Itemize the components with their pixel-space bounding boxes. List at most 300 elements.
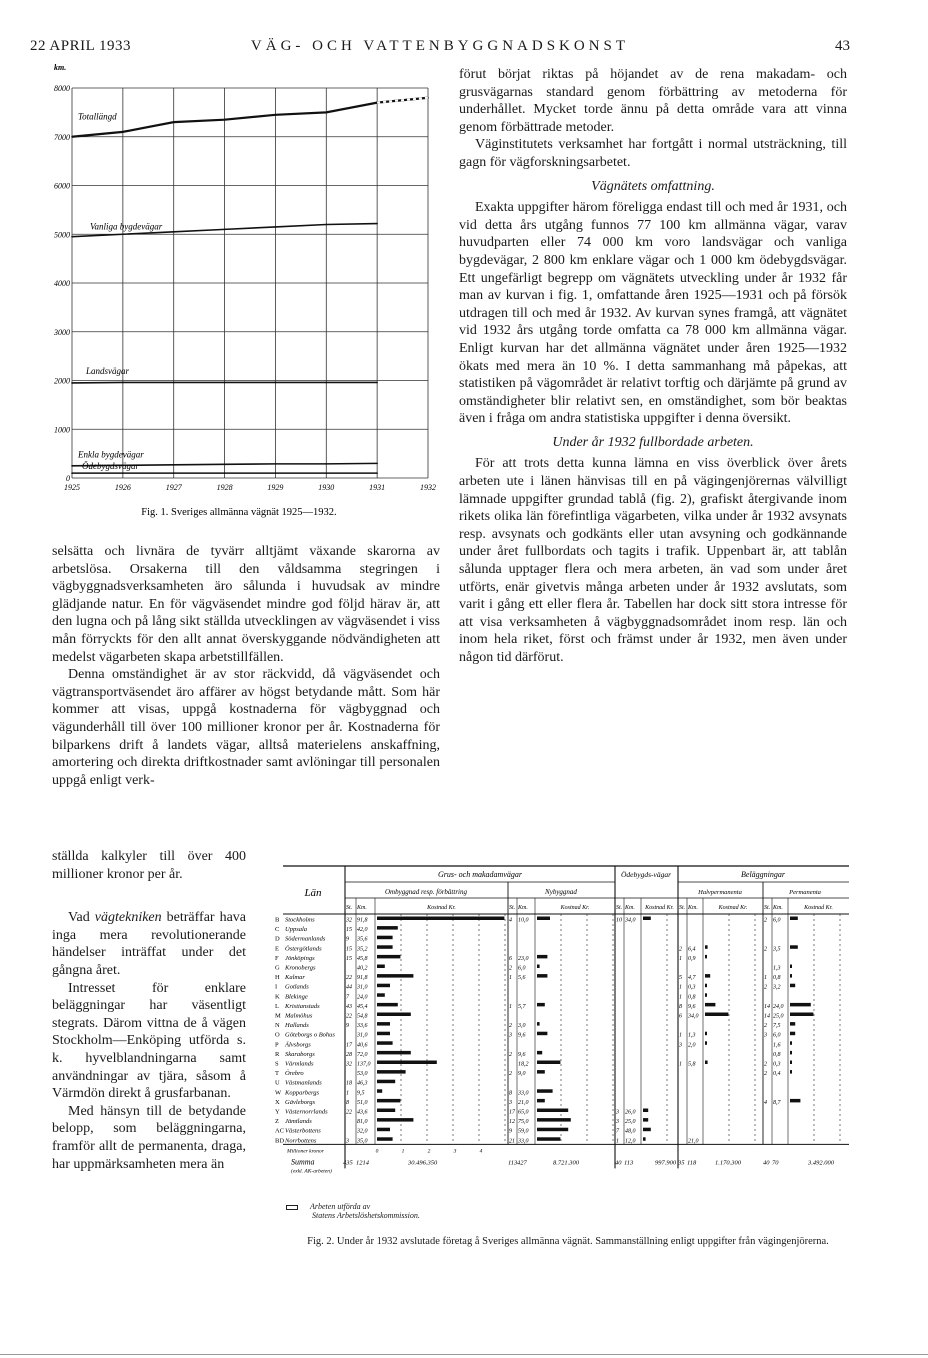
legend-text: Arbeten utförda av — [310, 1202, 371, 1211]
column-header-km: Km. — [518, 905, 528, 911]
paragraph: Väginstitutets verksamhet har fortgått i normal utsträckning, till gagn för vägforskningsarbetet. — [459, 137, 847, 170]
row-st: 28 — [346, 1051, 352, 1058]
y-tick-label: 4000 — [54, 279, 70, 288]
cost-bar — [790, 965, 792, 969]
axis-label-millions: Millioner kronor — [287, 1148, 324, 1155]
cost-bar — [790, 974, 792, 978]
row-km: 25,0 — [773, 1013, 784, 1020]
county-name: Jämtlands — [285, 1118, 312, 1126]
cost-bar — [705, 1061, 708, 1065]
summa-value: 997.900 — [655, 1159, 677, 1167]
row-st: 12 — [509, 1119, 515, 1126]
row-km: 21,0 — [688, 1138, 699, 1145]
county-letter: L — [275, 1002, 279, 1010]
cost-bar — [790, 1041, 792, 1045]
x-tick-label: 1926 — [114, 483, 131, 492]
row-km: 6,0 — [773, 917, 781, 924]
summa-value: 8.721.300 — [553, 1159, 579, 1167]
county-letter: Y — [275, 1108, 280, 1116]
cost-bar — [537, 1003, 545, 1007]
paragraph: Exakta uppgifter härom föreligga endast till och med år 1931, och vid detta års utgång funnos 77 100 km allmänna vägar, varav huvudparten eller 74 000 km voro landsvägar och vanliga bygdevägar, 2 800 km enklare vägar och 1 000 km ödebygdsvägar. Ett ungefärligt begrepp om vägnätets utveckling under år 1932 får man av kurvan i fig. 1, omfattande åren 1925—1931 och på försök utdragen till och med år 1932. Av kurvan synes framgå, att vägnätet vid 1932 års utgång torde omfatta ca 78 000 km allmänna vägar. Enligt kurvan har det allmänna vägnätet under åren 1925—1932 ökats med mera än 10 %. I detta sammanhang må påpekas, att statistiken på vägområdet är relativt torftig och därjämte på grund av omständigheter blir relativt sen, en omständighet, som bör beaktas även i fråga om andra statistiska uppgifter i denna översikt. — [459, 200, 847, 427]
cost-bar — [790, 1003, 811, 1007]
cost-bar — [705, 945, 708, 949]
county-name: Malmöhus — [285, 1012, 313, 1020]
row-st: 3 — [509, 1099, 512, 1106]
data-point — [122, 131, 124, 133]
summa-value: 113 — [508, 1159, 518, 1167]
cost-bar — [537, 1051, 542, 1055]
data-point — [325, 224, 327, 226]
cost-bar — [537, 1099, 545, 1103]
row-km: 137,0 — [357, 1061, 371, 1068]
axis-tick: 3 — [453, 1148, 457, 1155]
row-km: 42,0 — [357, 927, 368, 934]
page-number: 43 — [835, 38, 850, 54]
cost-bar — [377, 1051, 411, 1055]
county-letter: AC — [275, 1127, 285, 1135]
row-km: 40,6 — [357, 1042, 368, 1049]
legend-swatch-icon — [286, 1205, 298, 1210]
axis-tick: 2 — [427, 1148, 431, 1155]
summa-value: 40 — [615, 1159, 622, 1167]
row-km: 35,2 — [357, 946, 368, 953]
row-st: 43 — [346, 1003, 352, 1010]
row-km: 24,0 — [357, 994, 368, 1001]
cost-bar — [705, 1041, 707, 1045]
column-header-km: Km. — [773, 905, 783, 911]
subgroup-header: Nybyggnad — [545, 888, 577, 896]
row-st: 9 — [346, 1023, 349, 1030]
x-tick-label: 1925 — [64, 483, 80, 492]
county-name: Blekinge — [285, 993, 308, 1001]
data-point — [122, 382, 124, 384]
cost-bar — [377, 1013, 411, 1017]
row-km: 40,2 — [357, 965, 368, 972]
cost-bar — [377, 1080, 395, 1084]
paragraph: selsätta och livnära de tyvärr alltjämt växande skarorna av arbetslösa. Orsakerna till den våldsamma stegringen i vägbyggnadsverksamheten äro sålunda i huvudsak av mindre glädjande natur. En för vägväsendet mindre god följd härav är, att den lugna och på lång sikt ställda utvecklingen av vägväsendet i viss mån förryckts för den allt annat överskyggande nödvändigheten att medelst vägarbeten skapa arbetstillfällen. — [52, 544, 440, 665]
row-km: 0,8 — [688, 994, 696, 1001]
cost-bar — [537, 1118, 571, 1122]
county-name: Stockholms — [285, 916, 315, 924]
cost-bar — [790, 1099, 800, 1103]
cost-bar — [643, 1109, 648, 1113]
row-st: 18 — [346, 1080, 352, 1087]
cost-bar — [537, 1022, 540, 1026]
cost-bar — [377, 945, 393, 949]
row-km: 8,7 — [773, 1099, 781, 1106]
row-st: 7 — [616, 1128, 619, 1135]
row-st: 1 — [764, 975, 767, 982]
cost-bar — [377, 1003, 398, 1007]
row-km: 1,3 — [688, 1032, 696, 1039]
summa-value: 70 — [772, 1159, 779, 1167]
right-column — [459, 66, 847, 667]
row-st: 8 — [679, 1003, 682, 1010]
page-header — [30, 38, 850, 60]
county-letter: S — [275, 1060, 279, 1068]
y-tick-label: 5000 — [54, 230, 70, 240]
data-point — [376, 472, 378, 474]
paragraph: Denna omständighet är av stor räckvidd, då vägväsendet och vägtransportväsendet äro affärer av högst betydande mått. Som här kommer att visas, uppgå kostnaderna för vägbyggnad och vägunderhåll till över 100 millioner kronor per år. Kostnaderna för bilparkens drift å landets vägar, alltså materielens anskaffning, amortering och direkta driftkostnader samt avlöningar till personalen uppgå enligt verk- — [52, 667, 440, 788]
extrapolation-dash — [377, 98, 428, 103]
county-letter: BD — [275, 1137, 285, 1145]
column-header-cost: Kostnad Kr. — [427, 905, 456, 911]
series-label: Vanliga bygdevägar — [90, 221, 163, 232]
legend-text: Statens Arbetslöshetskommission. — [312, 1211, 420, 1220]
section-heading: Vägnätets omfattning. — [591, 178, 715, 194]
row-km: 35,6 — [357, 936, 368, 943]
row-st: 2 — [764, 1023, 767, 1030]
row-km: 3,0 — [518, 1023, 526, 1030]
x-tick-label: 1932 — [420, 483, 436, 492]
data-point — [325, 382, 327, 384]
data-point — [224, 119, 226, 121]
cost-bar — [377, 1118, 413, 1122]
row-km: 18,2 — [518, 1061, 529, 1068]
county-letter: B — [275, 916, 280, 924]
row-km: 65,0 — [518, 1109, 529, 1116]
county-name: Älvsborgs — [285, 1041, 311, 1049]
cost-bar — [537, 1032, 547, 1036]
data-point — [376, 382, 378, 384]
data-point — [224, 472, 226, 474]
cost-bar — [790, 1051, 792, 1055]
row-st: 1 — [679, 1061, 682, 1068]
summa-value: 113 — [624, 1159, 634, 1167]
summa-value: 435 — [343, 1159, 353, 1167]
row-st: 1 — [679, 955, 682, 962]
series-label: Enkla bygdevägar — [78, 449, 144, 460]
county-letter: U — [275, 1079, 280, 1087]
row-km: 72,0 — [357, 1051, 368, 1058]
y-tick-label: 7000 — [54, 132, 70, 142]
cost-bar — [705, 984, 707, 988]
figure-1-caption: Fig. 1. Sveriges allmänna vägnät 1925—1932. — [141, 507, 337, 518]
column-header-km: Km. — [357, 905, 367, 911]
row-st: 2 — [509, 965, 512, 972]
data-point — [224, 382, 226, 384]
row-km: 1,6 — [773, 1042, 781, 1049]
cost-bar — [643, 1118, 648, 1122]
row-st: 1 — [509, 975, 512, 982]
cost-bar — [705, 1032, 707, 1036]
row-km: 9,6 — [688, 1003, 696, 1010]
row-km: 21,0 — [518, 1099, 529, 1106]
cost-bar — [705, 1013, 728, 1017]
paragraph: ställda kalkyler till över 400 millioner kronor per år. — [52, 849, 246, 882]
cost-bar — [377, 974, 413, 978]
row-st: 3 — [346, 1138, 349, 1145]
cost-bar — [377, 1137, 393, 1141]
x-tick-label: 1928 — [216, 483, 233, 492]
row-st: 4 — [509, 917, 512, 924]
county-name: Norrbottens — [285, 1137, 317, 1145]
column-header-cost: Kostnad Kr. — [645, 905, 674, 911]
row-st: 2 — [764, 946, 767, 953]
cost-bar — [643, 917, 651, 921]
y-tick-label: 0 — [66, 474, 70, 483]
data-point — [173, 231, 175, 233]
cost-bar — [705, 993, 707, 997]
cost-bar — [537, 1070, 545, 1074]
section-heading: Under år 1932 fullbordade arbeten. — [552, 434, 754, 450]
paragraph: förut börjat riktas på höjandet av de rena makadam- och grusvägarnas standard genom förbättring av metoderna för underhållet. Mycket torde ännu på detta område vara att vinna genom förbättrade metoder. — [459, 67, 847, 135]
row-km: 10,0 — [518, 917, 529, 924]
row-st: 3 — [764, 1032, 767, 1039]
row-st: 3 — [616, 1109, 619, 1116]
data-point — [275, 472, 277, 474]
column-header-cost: Kostnad Kr. — [804, 905, 833, 911]
data-point — [224, 464, 226, 466]
county-name: Göteborgs o Bohus — [285, 1031, 335, 1039]
page-bottom-rule — [0, 1354, 928, 1355]
column-header-km: Km. — [688, 905, 698, 911]
row-km: 9,6 — [518, 1051, 526, 1058]
county-name: Gävleborgs — [285, 1098, 316, 1106]
row-st: 22 — [346, 1013, 352, 1020]
summa-value: 40 — [763, 1159, 770, 1167]
paragraph: För att trots detta kunna lämna en viss överblick över årets arbeten ute i länen hänvisas till en på vägingenjörernas välvilligt lämnade uppgifter grundad tablå (fig. 2), grafiskt återgivande inom rikets olika län förefintliga vägarbeten, vilka under år 1932 avsynats resp. avsynats och godkänts eller utan avsyning och godkännande under året fullbordats och tagits i trafik. Uppenbart är, att tablån sålunda upptager flera och mera arbeten, än vad som under året utförts, enär givetvis många arbeten under år 1932 avslutats, som varit i gång ett eller flera år. Tabellen har dock sitt stora intresse för att visa verksamheten å vägbyggnadsområdet inom resp. län och inom hela riket, först och främst under år 1932, men även under någon tid därförut. — [459, 456, 847, 665]
row-km: 75,0 — [518, 1119, 529, 1126]
figure-2-legend — [286, 1202, 536, 1230]
cost-bar — [377, 936, 393, 940]
subgroup-header: Ombyggnad resp. förbättring — [385, 888, 467, 896]
row-st: 7 — [346, 994, 349, 1001]
row-st: 15 — [346, 927, 352, 934]
column-header-st: St. — [346, 905, 353, 911]
county-name: Kalmar — [285, 974, 305, 982]
cost-bar — [377, 1099, 400, 1103]
left-column — [52, 543, 440, 789]
cost-bar — [377, 1070, 406, 1074]
summa-value: 35 — [678, 1159, 685, 1167]
cost-bar — [377, 1128, 390, 1132]
county-letter: T — [275, 1070, 279, 1078]
county-letter: X — [275, 1098, 280, 1106]
row-st: 2 — [509, 1051, 512, 1058]
row-km: 7,5 — [773, 1023, 781, 1030]
figure-2-caption: Fig. 2. Under år 1932 avslutade företag å Sveriges allmänna vägnät. Sammanställning enligt uppgifter från vägingenjörerna. — [307, 1236, 829, 1247]
summa-label: Summa — [291, 1157, 315, 1167]
column-header-lan: Län — [304, 887, 322, 899]
cost-bar — [377, 1089, 382, 1093]
row-km: 4,7 — [688, 975, 696, 982]
cost-bar — [377, 984, 390, 988]
county-name: Kopparbergs — [285, 1089, 320, 1097]
row-km: 0,8 — [773, 975, 781, 982]
county-letter: I — [275, 983, 278, 991]
x-tick-label: 1930 — [318, 483, 335, 492]
cost-bar — [705, 1003, 715, 1007]
county-letter: F — [275, 954, 279, 962]
row-st: 32 — [346, 1061, 352, 1068]
data-point — [71, 382, 73, 384]
cost-bar — [790, 1070, 792, 1074]
left-narrow-column — [52, 848, 246, 1173]
row-st: 14 — [764, 1003, 770, 1010]
cost-bar — [377, 965, 385, 969]
row-km: 31,0 — [357, 984, 368, 991]
county-letter: R — [275, 1050, 280, 1058]
row-km: 2,0 — [688, 1042, 696, 1049]
figure-2-table — [275, 866, 849, 1191]
row-km: 46,3 — [357, 1080, 368, 1087]
cost-bar — [537, 1137, 560, 1141]
summa-value: 3.492.000 — [808, 1159, 834, 1167]
cost-bar — [790, 945, 798, 949]
row-km: 6,0 — [518, 965, 526, 972]
row-st: 6 — [509, 955, 512, 962]
data-point — [173, 121, 175, 123]
cost-bar — [377, 1022, 390, 1026]
road-network-chart — [30, 58, 448, 528]
cost-bar — [790, 917, 798, 921]
group-header: Beläggningar — [741, 870, 785, 879]
county-letter: W — [275, 1089, 282, 1097]
county-letter: M — [275, 1012, 281, 1020]
data-point — [275, 226, 277, 228]
series-label: Landsvägar — [86, 366, 130, 377]
group-header: Ödebygds-vägar — [621, 870, 671, 879]
row-st: 2 — [509, 1023, 512, 1030]
row-km: 51,0 — [357, 1099, 368, 1106]
data-point — [122, 472, 124, 474]
figure-1 — [30, 58, 448, 528]
row-st: 1 — [346, 1090, 349, 1097]
data-point — [275, 463, 277, 465]
data-point — [71, 236, 73, 238]
county-name: Kristianstads — [285, 1002, 320, 1010]
row-km: 59,0 — [518, 1128, 529, 1135]
x-tick-label: 1927 — [165, 483, 182, 492]
y-tick-label: 2000 — [54, 376, 70, 386]
column-header-cost: Kostnad Kr. — [718, 905, 748, 911]
emphasis: vägtekniken — [94, 910, 162, 926]
subgroup-header: Permanenta — [789, 889, 821, 896]
cost-bar — [377, 1041, 393, 1045]
row-km: 0,3 — [688, 984, 696, 991]
row-st: 15 — [346, 955, 352, 962]
row-km: 43,6 — [357, 1109, 368, 1116]
summa-value: 118 — [687, 1159, 697, 1167]
row-km: 6,4 — [688, 946, 696, 953]
paragraph: Intresset för enklare beläggningar har väsentligt stegrats. Därom vittna de å vägen Stockholm—Enköping utförda s. k. hyvelblandningarna samt användningar av tjära, såsom å Värmdön direkt å grusfarbanan. — [52, 980, 246, 1102]
row-km: 81,0 — [357, 1119, 368, 1126]
row-km: 53,0 — [357, 1071, 368, 1078]
row-km: 31,0 — [357, 1032, 368, 1039]
data-point — [275, 114, 277, 116]
row-st: 1 — [679, 994, 682, 1001]
row-km: 45,4 — [357, 1003, 368, 1010]
row-km: 91,8 — [357, 975, 368, 982]
county-works-table — [275, 866, 849, 1191]
y-tick-label: 3000 — [54, 327, 70, 337]
row-st: 17 — [509, 1109, 515, 1116]
column-header-st: St. — [764, 905, 771, 911]
county-name: Uppsala — [285, 926, 308, 934]
row-st: 22 — [346, 1109, 352, 1116]
row-st: 5 — [679, 975, 682, 982]
row-st: 8 — [509, 1090, 512, 1097]
axis-tick: 1 — [401, 1148, 405, 1155]
series-label: Totallängd — [78, 111, 117, 122]
county-name: Gotlands — [285, 983, 309, 991]
y-unit-label: km. — [54, 63, 67, 72]
data-point — [173, 472, 175, 474]
row-st: 1 — [509, 1003, 512, 1010]
county-name: Södermanlands — [285, 935, 326, 943]
data-point — [325, 472, 327, 474]
county-name: Värmlands — [285, 1060, 314, 1068]
county-name: Kronobergs — [285, 964, 316, 972]
data-point — [224, 229, 226, 231]
county-letter: G — [275, 964, 280, 972]
row-km: 33,6 — [357, 1023, 368, 1030]
row-km: 9,6 — [518, 1032, 526, 1039]
row-st: 2 — [509, 1071, 512, 1078]
header-date: 22 APRIL 1933 — [30, 38, 131, 54]
row-st: 3 — [616, 1119, 619, 1126]
cost-bar — [705, 955, 707, 959]
data-point — [325, 112, 327, 114]
row-km: 0,3 — [773, 1061, 781, 1068]
y-tick-label: 8000 — [54, 84, 70, 93]
data-point — [325, 463, 327, 465]
x-tick-label: 1929 — [267, 483, 284, 492]
series-label: Ödebygdsvägar — [82, 461, 139, 472]
journal-title: VÄG- OCH VATTENBYGGNADSKONST — [250, 38, 630, 54]
county-letter: C — [275, 926, 280, 934]
cost-bar — [537, 974, 547, 978]
data-point — [71, 465, 73, 467]
row-km: 1,3 — [773, 965, 781, 972]
county-name: Östergötlands — [285, 945, 322, 953]
y-tick-label: 6000 — [54, 181, 70, 191]
row-km: 24,0 — [773, 1003, 784, 1010]
county-name: Västerbottens — [285, 1127, 321, 1135]
county-letter: D — [275, 935, 280, 943]
cost-bar — [643, 1137, 646, 1141]
summa-note: (exkl. AK-arbeten) — [291, 1168, 332, 1175]
row-st: 2 — [764, 984, 767, 991]
row-st: 1 — [679, 984, 682, 991]
row-km: 12,0 — [625, 1138, 636, 1145]
row-km: 32,0 — [357, 1128, 368, 1135]
data-point — [376, 463, 378, 465]
county-letter: P — [275, 1041, 279, 1049]
cost-bar — [537, 1128, 568, 1132]
row-km: 6,0 — [773, 1032, 781, 1039]
county-letter: E — [275, 945, 279, 953]
row-st: 2 — [764, 1071, 767, 1078]
row-st: 9 — [346, 936, 349, 943]
row-st: 10 — [616, 917, 622, 924]
row-st: 2 — [764, 1061, 767, 1068]
axis-tick: 4 — [479, 1148, 483, 1155]
cost-bar — [377, 1032, 390, 1036]
row-st: 44 — [346, 984, 352, 991]
column-header-km: Km. — [625, 905, 635, 911]
cost-bar — [377, 993, 385, 997]
row-st: 1 — [679, 1032, 682, 1039]
county-name: Skaraborgs — [285, 1050, 315, 1058]
row-km: 35,0 — [357, 1138, 368, 1145]
row-km: 34,0 — [625, 917, 636, 924]
row-st: 2 — [764, 917, 767, 924]
cost-bar — [643, 1128, 651, 1132]
row-st: 22 — [346, 975, 352, 982]
row-km: 5,7 — [518, 1003, 526, 1010]
